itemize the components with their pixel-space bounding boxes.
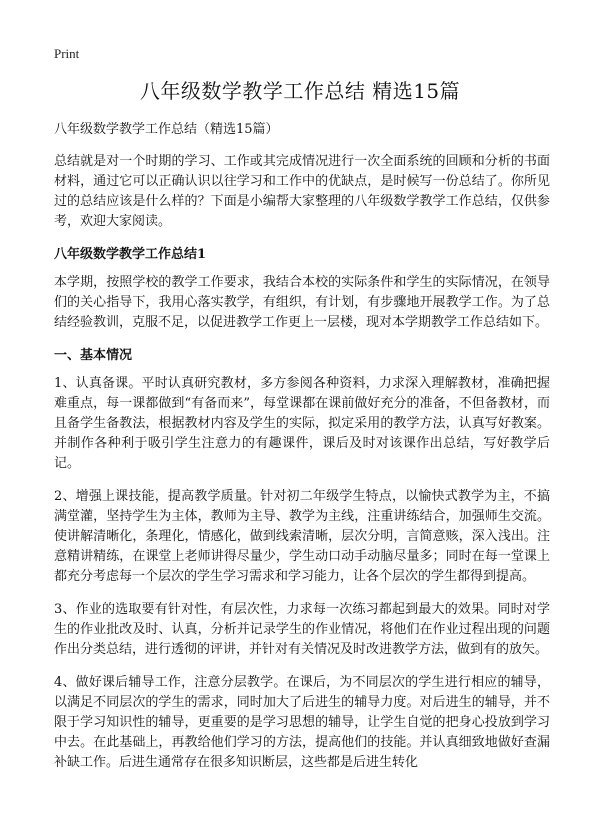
- paragraph-class-skills: 2、增强上课技能，提高教学质量。针对初二年级学生特点，以愉快式教学为主，不搞满堂灌，坚持学生为主体，教师为主导、教学为主线，注重讲练结合，加强师生交流。使讲解清晰化，条理化，情感化，做到线索清晰，层次分明，言简意赅，深入浅出。注意精讲精练，在课堂上老师讲得尽量少，学生动口动手动脑尽量多；同时在每一堂课上都充分考虑每一个层次的学生学习需求和学习能力，让各个层次的学生都得到提高。: [54, 489, 550, 584]
- paragraph-homework: 3、作业的选取要有针对性，有层次性，力求每一次练习都起到最大的效果。同时对学生的作业批改及时、认真，分析并记录学生的作业情况，将他们在作业过程出现的问题作出分类总结，进行透彻的评讲，并针对有关情况及时改进教学方法，做到有的放矢。: [54, 602, 550, 657]
- print-link[interactable]: Print: [54, 46, 80, 61]
- paragraph-tutoring: 4、做好课后辅导工作，注意分层教学。在课后，为不同层次的学生进行相应的辅导，以满足不同层次的学生的需求，同时加大了后进生的辅导力度。对后进生的辅导，并不限于学习知识性的辅导，更重要的是学习思想的辅导，让学生自觉的把身心投放到学习中去。在此基础上，再教给他们学习的方法，提高他们的技能。并认真细致地做好查漏补缺工作。后进生通常存在很多知识断层，这些都是后进生转化: [54, 675, 550, 770]
- document-title: 八年级数学教学工作总结 精选15篇: [139, 79, 461, 103]
- paragraph-lesson-prep: 1、认真备课。平时认真研究教材，多方参阅各种资料，力求深入理解教材，准确把握难重点，每一课都做到“有备而来”，每堂课都在课前做好充分的准备，不但备教材，而且备学生备教法，根据教材内容及学生的实际，拟定采用的教学方法，认真写好教案。并制作各种利于吸引学生注意力的有趣课件，课后及时对该课作出总结，写好教学后记。: [54, 376, 550, 471]
- basic-situation-heading: 一、基本情况: [54, 348, 133, 363]
- document-subtitle: 八年级数学教学工作总结（精选15篇）: [54, 122, 279, 137]
- document-body: [54, 120, 550, 786]
- intro-paragraph: 总结就是对一个时期的学习、工作或其完成情况进行一次全面系统的回顾和分析的书面材料，通过它可以正确认识以往学习和工作中的优缺点，是时候写一份总结了。你所见过的总结应该是什么样的？下面是小编帮大家整理的八年级数学教学工作总结，仅供参考，欢迎大家阅读。: [54, 154, 550, 229]
- section-intro-paragraph: 本学期，按照学校的教学工作要求，我结合本校的实际条件和学生的实际情况，在领导们的关心指导下，我用心落实教学，有组织，有计划，有步骤地开展教学工作。为了总结经验教训，克服不足，以促进教学工作更上一层楼，现对本学期教学工作总结如下。: [54, 275, 550, 330]
- section-heading-1: 八年级数学教学工作总结1: [54, 247, 207, 262]
